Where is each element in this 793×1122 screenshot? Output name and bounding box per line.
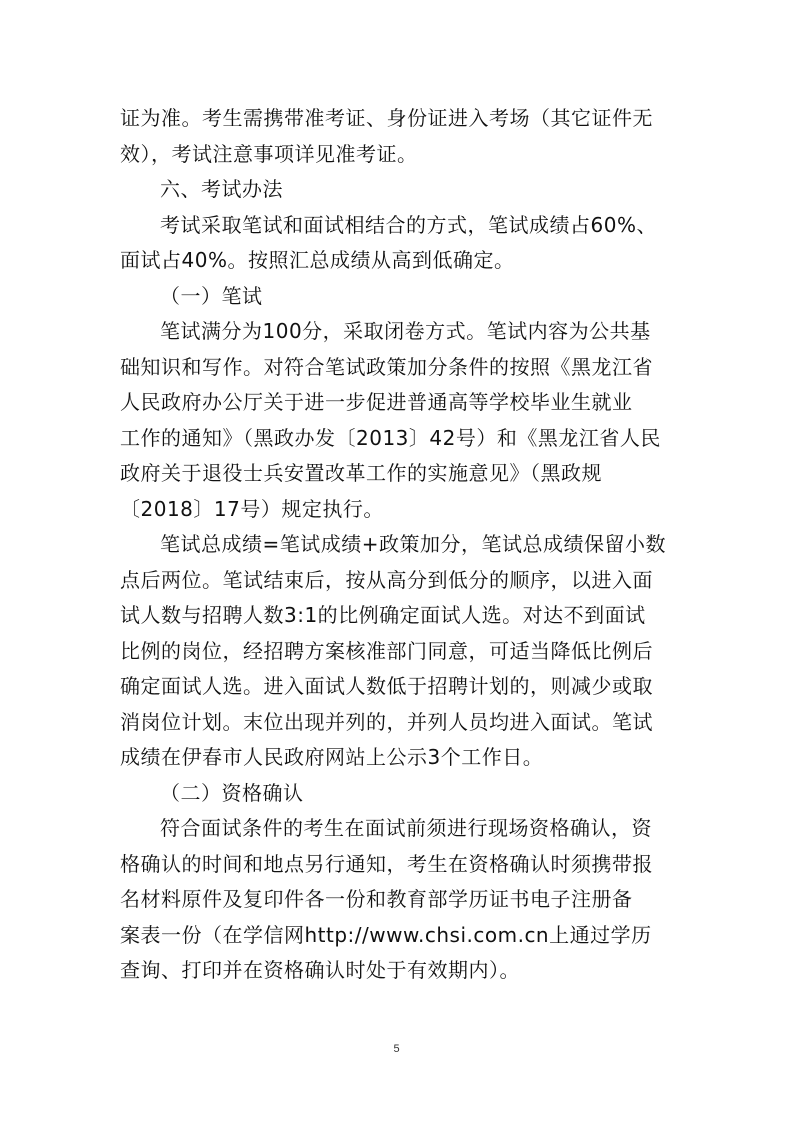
paragraph-qualification-check — [120, 811, 684, 989]
text-line: 础知识和写作。对符合笔试政策加分条件的按照《黑龙江省 — [120, 354, 653, 379]
heading-text: （二）资格确认 — [160, 780, 304, 805]
text-line: 笔试总成绩=笔试成绩+政策加分，笔试总成绩保留小数 — [160, 532, 667, 556]
text-line: 人民政府办公厅关于进一步促进普通高等学校毕业生就业 — [120, 390, 633, 414]
section-heading-exam-method — [120, 172, 684, 208]
document-body — [120, 101, 684, 989]
text-line: 确定面试人选。进入面试人数低于招聘计划的，则减少或取 — [120, 674, 653, 698]
paragraph-written-score — [120, 527, 684, 776]
text-line: 〔2018〕17号）规定执行。 — [120, 496, 384, 521]
text-line: 点后两位。笔试结束后，按从高分到低分的顺序，以进入面 — [120, 567, 653, 592]
paragraph-exam-admission-continued — [120, 101, 684, 172]
heading-text: 六、考试办法 — [160, 177, 283, 201]
text-line: 效），考试注意事项详见准考证。 — [120, 141, 418, 166]
text-line: 比例的岗位，经招聘方案核准部门同意，可适当降低比例后 — [120, 638, 653, 663]
text-line: 符合面试条件的考生在面试前须进行现场资格确认，资 — [160, 816, 652, 840]
text-line: 名材料原件及复印件各一份和教育部学历证书电子注册备 — [120, 887, 633, 911]
text-line: 消岗位计划。末位出现并列的，并列人员均进入面试。笔试 — [120, 709, 653, 734]
text-line: 成绩在伊春市人民政府网站上公示3个工作日。 — [120, 745, 544, 769]
text-line: 工作的通知》（黑政办发〔2013〕42号）和《黑龙江省人民 — [120, 425, 661, 450]
text-line: 格确认的时间和地点另行通知，考生在资格确认时须携带报 — [120, 851, 653, 876]
text-line: 面试占40%。按照汇总成绩从高到低确定。 — [120, 248, 515, 272]
sub-heading-qualification-check — [120, 776, 684, 812]
text-line: 笔试满分为100分，采取闭卷方式。笔试内容为公共基 — [160, 319, 651, 343]
text-line: 考试采取笔试和面试相结合的方式，笔试成绩占60%、 — [160, 212, 657, 237]
heading-text: （一）笔试 — [160, 283, 263, 308]
paragraph-written-exam — [120, 314, 684, 527]
text-line: 案表一份（在学信网http://www.chsi.com.cn上通过学历 — [120, 922, 652, 947]
page-number: 5 — [393, 1043, 400, 1055]
text-line: 试人数与招聘人数3:1的比例确定面试人选。对达不到面试 — [120, 603, 646, 627]
text-line: 查询、打印并在资格确认时处于有效期内）。 — [120, 958, 520, 982]
text-line: 政府关于退役士兵安置改革工作的实施意见》（黑政规 — [120, 461, 602, 485]
paragraph-exam-method — [120, 208, 684, 279]
text-line: 证为准。考生需携带准考证、身份证进入考场（其它证件无 — [120, 106, 653, 130]
sub-heading-written-exam — [120, 279, 684, 315]
